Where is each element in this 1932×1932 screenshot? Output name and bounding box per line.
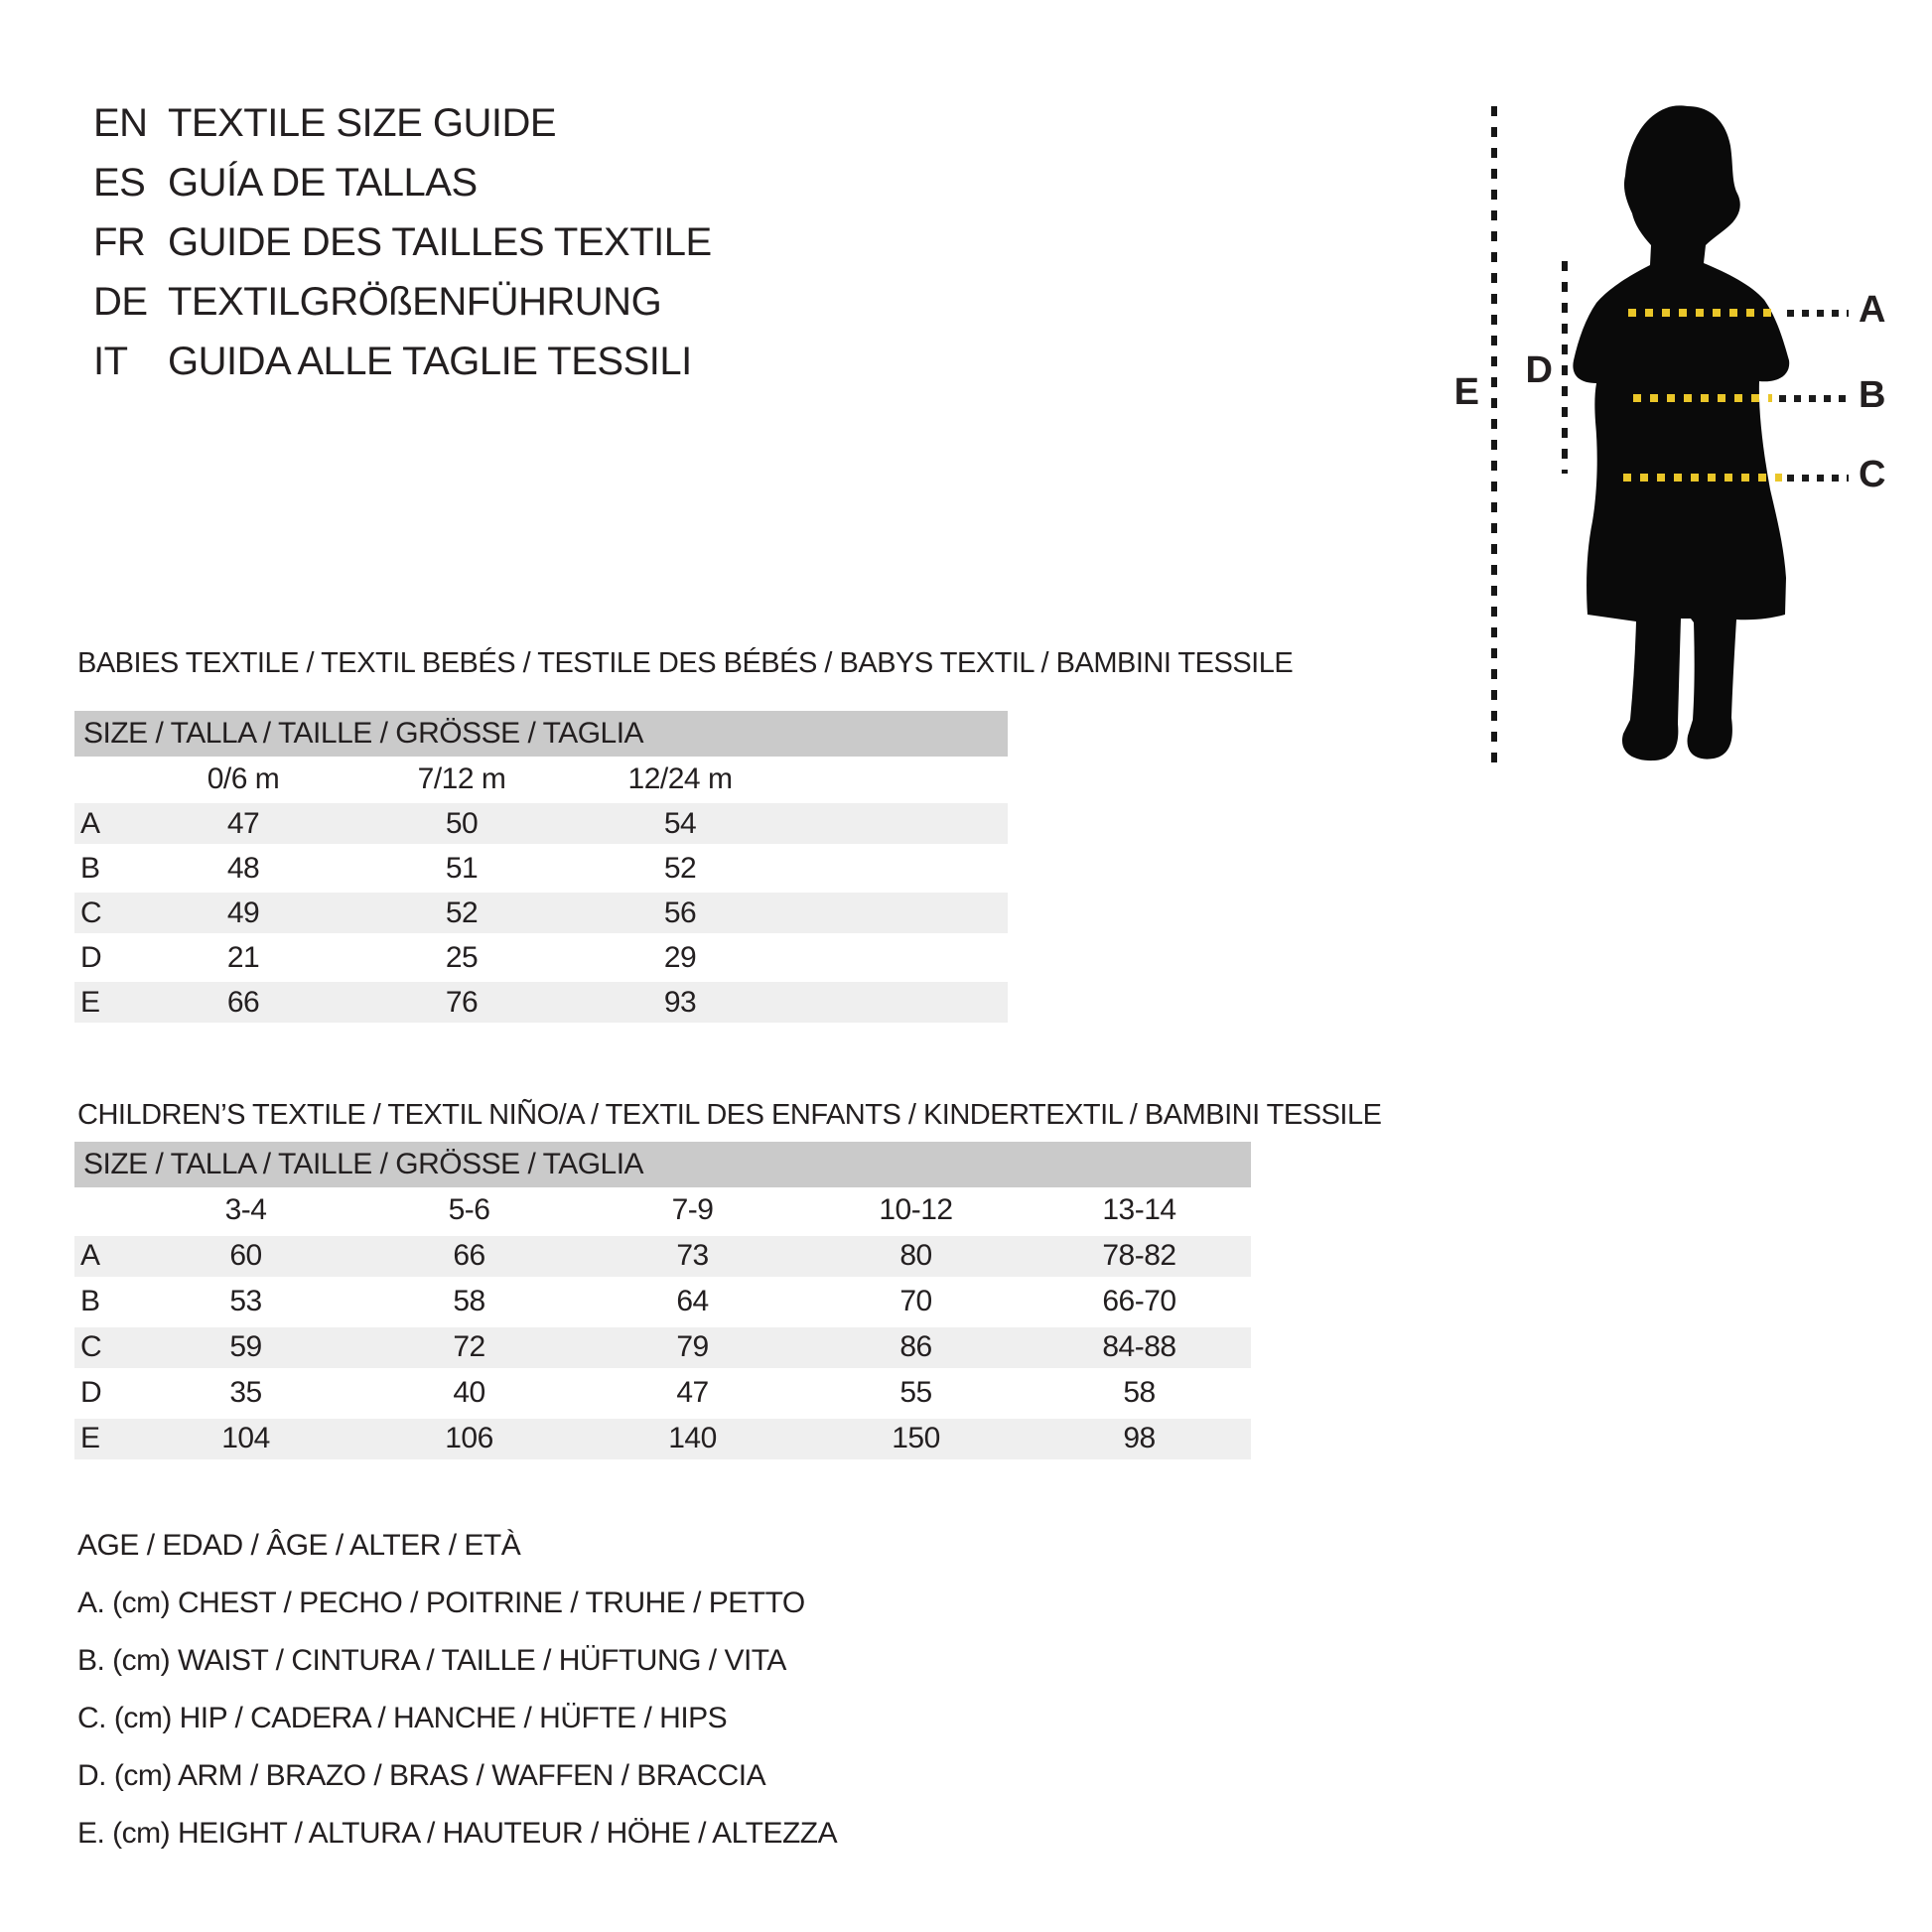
table-row: [74, 1416, 1251, 1461]
table-cell: 29: [663, 940, 697, 974]
language-row: [93, 93, 712, 153]
table-cell: 72: [453, 1330, 485, 1363]
waist-measure-line-outer: [1779, 395, 1849, 402]
table-cell: 73: [676, 1239, 709, 1272]
table-cell: 66: [453, 1239, 485, 1272]
waist-measure-line-inner: [1633, 394, 1772, 402]
table-row: [74, 1279, 1251, 1324]
language-code: ES: [93, 160, 146, 205]
legend-line-hip: C. (cm) HIP / CADERA / HANCHE / HÜFTE / HIPS: [77, 1702, 728, 1734]
table-cell: 86: [899, 1330, 932, 1363]
children-column-header-row: [74, 1187, 1251, 1233]
language-row: [93, 153, 712, 212]
language-title: GUIDA ALLE TAGLIE TESSILI: [168, 339, 692, 383]
hip-measure-line-inner: [1623, 474, 1782, 482]
height-measure-dashed-line: [1491, 106, 1497, 771]
language-code: IT: [93, 339, 128, 383]
table-row: [74, 935, 1008, 980]
table-cell: 93: [663, 985, 697, 1019]
table-cell: 66-70: [1102, 1285, 1176, 1317]
legend-line-height: E. (cm) HEIGHT / ALTURA / HAUTEUR / HÖHE / ALTEZZA: [77, 1817, 838, 1850]
table-cell: 140: [668, 1422, 717, 1454]
column-header: 0/6 m: [207, 761, 280, 795]
table-cell: 47: [676, 1376, 709, 1409]
table-cell: 53: [229, 1285, 262, 1317]
table-row: [74, 801, 1008, 846]
table-row: [74, 1370, 1251, 1416]
table-cell: 78-82: [1102, 1239, 1176, 1272]
table-cell: 64: [676, 1285, 709, 1317]
language-code: DE: [93, 279, 148, 324]
table-cell: 49: [226, 896, 260, 929]
legend-line-age: AGE / EDAD / ÂGE / ALTER / ETÀ: [77, 1529, 521, 1562]
row-label: C: [80, 1330, 102, 1363]
row-label: D: [80, 1376, 102, 1409]
children-section-title: CHILDREN’S TEXTILE / TEXTIL NIÑO/A / TEXTIL DES ENFANTS / KINDERTEXTIL / BAMBINI TESSILE: [77, 1099, 1382, 1131]
child-silhouette: [1529, 94, 1847, 789]
table-cell: 80: [899, 1239, 932, 1272]
table-cell: 70: [899, 1285, 932, 1317]
language-row: [93, 212, 712, 272]
row-label: A: [80, 1239, 100, 1272]
table-cell: 35: [229, 1376, 262, 1409]
language-title: TEXTILGRÖßENFÜHRUNG: [168, 279, 662, 324]
babies-column-header-row: [74, 757, 1008, 801]
table-cell: 50: [445, 806, 479, 840]
table-row: [74, 980, 1008, 1025]
table-cell: 79: [676, 1330, 709, 1363]
table-cell: 52: [445, 896, 479, 929]
legend-line-arm: D. (cm) ARM / BRAZO / BRAS / WAFFEN / BRACCIA: [77, 1759, 766, 1792]
language-header: [93, 93, 712, 391]
row-label: C: [80, 896, 102, 929]
table-cell: 106: [445, 1422, 493, 1454]
table-cell: 25: [445, 940, 479, 974]
column-header: 12/24 m: [627, 761, 733, 795]
table-cell: 40: [453, 1376, 485, 1409]
row-label: A: [80, 806, 100, 840]
column-header: 13-14: [1102, 1193, 1176, 1226]
chest-measure-line-outer: [1787, 310, 1849, 317]
table-cell: 150: [892, 1422, 940, 1454]
table-cell: 51: [445, 851, 479, 885]
table-cell: 66: [226, 985, 260, 1019]
measure-label-hip: C: [1859, 454, 1886, 495]
children-size-table: [74, 1142, 1251, 1461]
language-code: FR: [93, 219, 146, 264]
table-cell: 98: [1123, 1422, 1156, 1454]
column-header: 10-12: [879, 1193, 953, 1226]
chest-measure-line-inner: [1628, 309, 1779, 317]
language-row: [93, 272, 712, 332]
measure-label-height: E: [1453, 371, 1479, 413]
children-size-header-bar: SIZE / TALLA / TAILLE / GRÖSSE / TAGLIA: [74, 1142, 1251, 1187]
language-title: TEXTILE SIZE GUIDE: [168, 100, 557, 145]
table-row: [74, 1233, 1251, 1279]
column-header: 5-6: [448, 1193, 490, 1226]
row-label: B: [80, 1285, 100, 1317]
language-code: EN: [93, 100, 148, 145]
row-label: D: [80, 940, 102, 974]
table-cell: 52: [663, 851, 697, 885]
legend-line-waist: B. (cm) WAIST / CINTURA / TAILLE / HÜFTUNG / VITA: [77, 1644, 786, 1677]
table-cell: 59: [229, 1330, 262, 1363]
table-row: [74, 891, 1008, 935]
column-header: 7-9: [671, 1193, 714, 1226]
measure-label-arm: D: [1525, 349, 1553, 391]
babies-size-header-bar: SIZE / TALLA / TAILLE / GRÖSSE / TAGLIA: [74, 711, 1008, 757]
table-cell: 60: [229, 1239, 262, 1272]
column-header: 7/12 m: [417, 761, 506, 795]
table-cell: 104: [221, 1422, 270, 1454]
table-cell: 76: [445, 985, 479, 1019]
row-label: B: [80, 851, 100, 885]
table-row: [74, 846, 1008, 891]
table-cell: 58: [453, 1285, 485, 1317]
arm-measure-dashed-line: [1562, 261, 1568, 474]
measure-label-chest: A: [1859, 289, 1886, 331]
table-cell: 55: [899, 1376, 932, 1409]
table-cell: 56: [663, 896, 697, 929]
table-cell: 21: [226, 940, 260, 974]
table-cell: 54: [663, 806, 697, 840]
language-row: [93, 332, 712, 391]
hip-measure-line-outer: [1787, 475, 1849, 482]
table-row: [74, 1324, 1251, 1370]
babies-size-table: [74, 711, 1008, 1025]
table-cell: 47: [226, 806, 260, 840]
table-cell: 84-88: [1102, 1330, 1176, 1363]
table-cell: 58: [1123, 1376, 1156, 1409]
language-title: GUIDE DES TAILLES TEXTILE: [168, 219, 712, 264]
row-label: E: [80, 985, 100, 1019]
table-cell: 48: [226, 851, 260, 885]
language-title: GUÍA DE TALLAS: [168, 160, 478, 205]
babies-section-title: BABIES TEXTILE / TEXTIL BEBÉS / TESTILE DES BÉBÉS / BABYS TEXTIL / BAMBINI TESSILE: [77, 647, 1294, 679]
measurement-legend: [77, 1517, 837, 1863]
measure-label-waist: B: [1859, 374, 1886, 416]
column-header: 3-4: [224, 1193, 267, 1226]
row-label: E: [80, 1422, 100, 1454]
legend-line-chest: A. (cm) CHEST / PECHO / POITRINE / TRUHE / PETTO: [77, 1587, 805, 1619]
